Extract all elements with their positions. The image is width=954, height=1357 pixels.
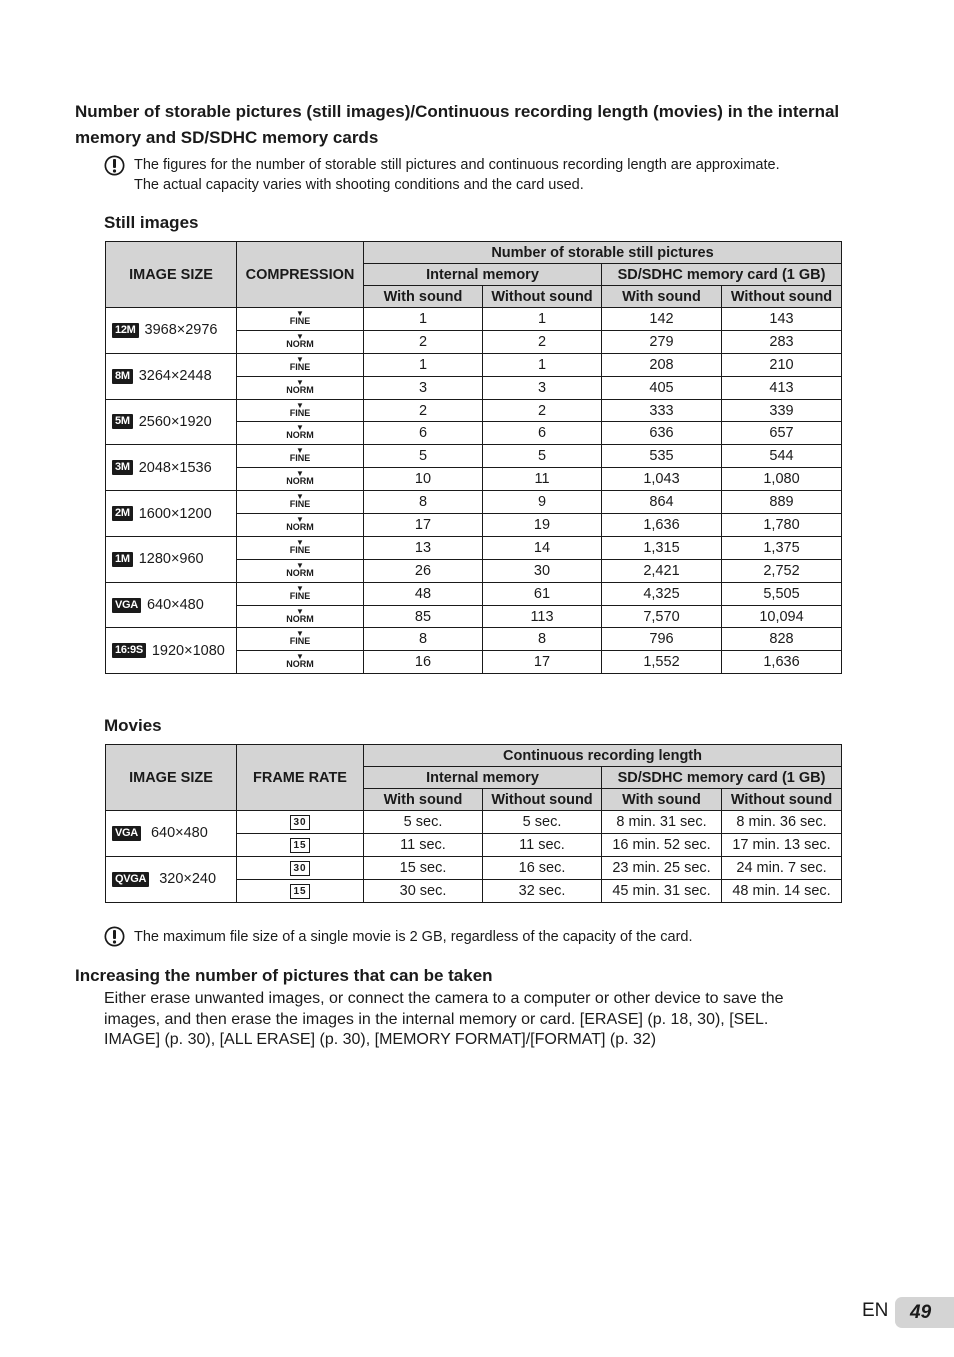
image-size-value: 2560×1920 [138,413,212,430]
table-cell: 1 [364,353,483,376]
page-heading: Number of storable pictures (still images)/Continuous recording length (movies) in the internal memory and SD/SDHC memory cards [75,102,840,147]
table-cell: 30 [483,559,602,582]
table-cell: 208 [602,353,722,376]
norm-compression-icon: ▼ NORM [286,469,314,487]
caution-note-movie-size [104,926,864,948]
table-cell: 1,780 [722,514,842,537]
note-text: The maximum file size of a single movie is 2 GB, regardless of the capacity of the card. [134,929,693,945]
header-without-sound: Without sound [722,789,842,811]
page-number: 49 [895,1297,954,1328]
table-cell: 1,043 [602,468,722,491]
image-size-icon: 12M [112,323,139,338]
fine-compression-icon: ▼ FINE [289,354,311,372]
header-image-size: IMAGE SIZE [106,242,237,308]
table-row [106,399,842,422]
image-size-icon: 16:9S [112,643,146,658]
frame-rate-15-icon: 15 [290,838,309,853]
image-size-value: 1920×1080 [151,642,225,659]
fine-compression-icon: ▼ FINE [289,400,311,418]
caution-icon [104,155,125,176]
fine-compression-icon: ▼ FINE [289,629,311,647]
table-row [106,856,842,879]
table-cell: 3 [483,376,602,399]
table-cell: 7,570 [602,605,722,628]
table-cell: 26 [364,559,483,582]
header-with-sound: With sound [602,789,722,811]
table-cell: 1 [364,308,483,331]
table-cell: 828 [722,628,842,651]
table-cell: 113 [483,605,602,628]
table-cell: 1 [483,353,602,376]
table-row [106,445,842,468]
still-images-table [105,241,842,674]
header-image-size: IMAGE SIZE [106,745,237,811]
table-row [106,811,842,834]
table-cell: 2 [483,399,602,422]
fine-compression-icon: ▼ FINE [289,583,311,601]
table-cell: 11 [483,468,602,491]
table-cell: 24 min. 7 sec. [722,856,842,879]
table-cell: 1,080 [722,468,842,491]
header-with-sound: With sound [364,286,483,308]
image-size-icon: 1M [112,552,133,567]
table-cell: 17 [483,651,602,674]
table-cell: 16 sec. [483,856,602,879]
norm-compression-icon: ▼ NORM [286,331,314,349]
table-cell: 16 min. 52 sec. [602,833,722,856]
table-row [106,308,842,331]
table-cell: 142 [602,308,722,331]
table-cell: 45 min. 31 sec. [602,879,722,902]
fine-compression-icon: ▼ FINE [289,492,311,510]
header-without-sound: Without sound [483,286,602,308]
table-cell: 544 [722,445,842,468]
table-cell: 13 [364,536,483,559]
table-cell: 8 [483,628,602,651]
image-size-value: 3264×2448 [138,368,212,385]
table-cell: 48 [364,582,483,605]
frame-rate-30-icon: 30 [290,861,309,876]
table-cell: 32 sec. [483,879,602,902]
table-cell: 11 sec. [483,833,602,856]
image-size-icon: 8M [112,369,133,384]
caution-icon [104,926,125,947]
table-cell: 864 [602,491,722,514]
fine-compression-icon: ▼ FINE [289,537,311,555]
note-line-1: The figures for the number of storable still pictures and continuous recording length are approximate. [134,157,780,173]
language-label: EN [862,1300,889,1321]
header-card: SD/SDHC memory card (1 GB) [602,767,842,789]
norm-compression-icon: ▼ NORM [286,606,314,624]
header-with-sound: With sound [602,286,722,308]
table-cell: 413 [722,376,842,399]
table-cell: 3 [364,376,483,399]
table-cell: 283 [722,330,842,353]
table-cell: 2,752 [722,559,842,582]
movie-size-icon: VGA [112,826,141,841]
table-cell: 405 [602,376,722,399]
table-cell: 8 [364,628,483,651]
header-internal: Internal memory [364,767,602,789]
table-cell: 17 [364,514,483,537]
table-cell: 2 [483,330,602,353]
table-cell: 5 [483,445,602,468]
section-heading: Increasing the number of pictures that can be taken [75,966,493,985]
table-cell: 15 sec. [364,856,483,879]
header-frame-rate: FRAME RATE [237,745,364,811]
norm-compression-icon: ▼ NORM [286,423,314,441]
table-row [106,353,842,376]
header-group: Continuous recording length [364,745,842,767]
table-cell: 279 [602,330,722,353]
norm-compression-icon: ▼ NORM [286,514,314,532]
table-cell: 333 [602,399,722,422]
table-cell: 14 [483,536,602,559]
movies-table [105,744,842,903]
table-cell: 2 [364,399,483,422]
image-size-icon: 3M [112,460,133,475]
table-row [106,582,842,605]
table-row [106,628,842,651]
movies-title: Movies [104,716,162,735]
table-row [106,491,842,514]
table-cell: 535 [602,445,722,468]
image-size-icon: VGA [112,598,141,613]
frame-rate-30-icon: 30 [290,815,309,830]
header-card: SD/SDHC memory card (1 GB) [602,264,842,286]
header-without-sound: Without sound [483,789,602,811]
movie-size-icon: QVGA [112,872,149,887]
table-cell: 796 [602,628,722,651]
table-cell: 2 [364,330,483,353]
still-images-title: Still images [104,213,199,232]
table-cell: 9 [483,491,602,514]
table-cell: 17 min. 13 sec. [722,833,842,856]
image-size-value: 320×240 [159,871,217,888]
table-cell: 6 [364,422,483,445]
table-cell: 2,421 [602,559,722,582]
norm-compression-icon: ▼ NORM [286,652,314,670]
caution-note [104,155,864,195]
table-cell: 19 [483,514,602,537]
table-cell: 5 sec. [364,811,483,834]
table-cell: 10,094 [722,605,842,628]
table-cell: 1,315 [602,536,722,559]
norm-compression-icon: ▼ NORM [286,560,314,578]
table-cell: 85 [364,605,483,628]
table-cell: 339 [722,399,842,422]
table-cell: 210 [722,353,842,376]
image-size-value: 640×480 [146,597,204,614]
table-cell: 4,325 [602,582,722,605]
image-size-icon: 2M [112,506,133,521]
image-size-value: 2048×1536 [138,459,212,476]
frame-rate-15-icon: 15 [290,884,309,899]
table-cell: 889 [722,491,842,514]
image-size-value: 1600×1200 [138,505,212,522]
table-cell: 657 [722,422,842,445]
table-cell: 48 min. 14 sec. [722,879,842,902]
table-cell: 1,375 [722,536,842,559]
image-size-value: 3968×2976 [144,322,218,339]
table-row [106,536,842,559]
section-body: Either erase unwanted images, or connect the camera to a computer or other device to save the images, and then erase the images in the internal memory or card. [ERASE] (p. 18, 30), [SEL. IMAGE] (p. 30), [ALL ERASE] (p. 30), [MEMORY FORMAT]/[FORMAT] (p. 32) [104,990,784,1048]
header-group: Number of storable still pictures [364,242,842,264]
table-cell: 6 [483,422,602,445]
table-cell: 636 [602,422,722,445]
table-cell: 5 [364,445,483,468]
table-cell: 5,505 [722,582,842,605]
table-cell: 16 [364,651,483,674]
table-cell: 61 [483,582,602,605]
norm-compression-icon: ▼ NORM [286,377,314,395]
image-size-value: 1280×960 [138,551,204,568]
table-cell: 1,636 [722,651,842,674]
table-cell: 23 min. 25 sec. [602,856,722,879]
header-without-sound: Without sound [722,286,842,308]
table-cell: 8 [364,491,483,514]
table-cell: 30 sec. [364,879,483,902]
table-cell: 11 sec. [364,833,483,856]
note-line-2: The actual capacity varies with shooting conditions and the card used. [134,177,584,193]
image-size-icon: 5M [112,414,133,429]
table-cell: 1,636 [602,514,722,537]
header-internal: Internal memory [364,264,602,286]
table-cell: 1,552 [602,651,722,674]
image-size-value: 640×480 [150,825,208,842]
table-cell: 1 [483,308,602,331]
header-compression: COMPRESSION [237,242,364,308]
table-cell: 8 min. 36 sec. [722,811,842,834]
table-cell: 143 [722,308,842,331]
table-cell: 8 min. 31 sec. [602,811,722,834]
header-with-sound: With sound [364,789,483,811]
fine-compression-icon: ▼ FINE [289,446,311,464]
table-cell: 10 [364,468,483,491]
table-cell: 5 sec. [483,811,602,834]
fine-compression-icon: ▼ FINE [289,308,311,326]
